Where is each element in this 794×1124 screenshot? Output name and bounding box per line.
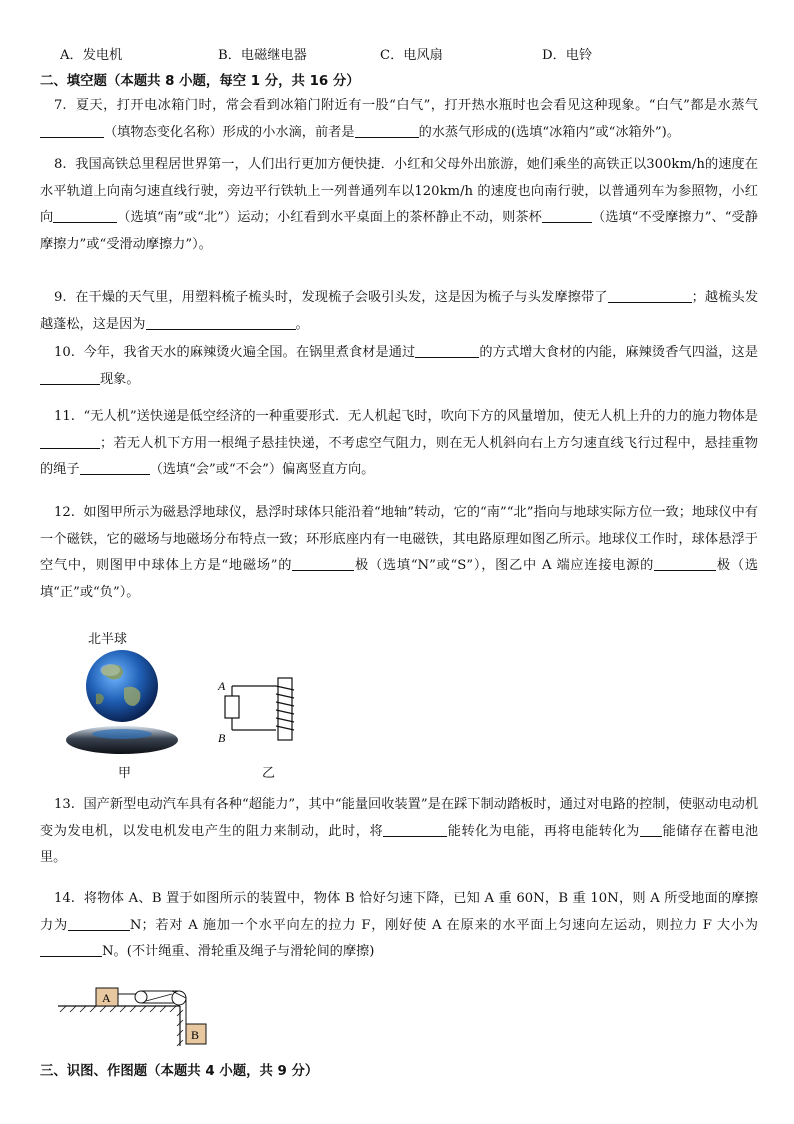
movable-pulley xyxy=(135,991,147,1003)
fixed-pulley xyxy=(172,991,186,1005)
caption-yi: 乙 xyxy=(262,766,276,781)
rope xyxy=(146,994,172,1001)
question-12: 12. 如图甲所示为磁悬浮地球仪，悬浮时球体只能沿着“地轴”转动，它的“南”“北”指向与地球实际方位一致；地球仪中有一个磁铁，它的磁场与地磁场分布特点一致；环形底座内有一电磁铁，其电路原理如图乙所示。地球仪工作时，球体悬浮于空气中，则图甲中球体上方是“地磁场”的 极（选填“N”或“S”），图乙中 A 端应连接电源的 极（选填“正”或“负”）。 xyxy=(40,505,759,600)
option-b: B．电磁继电器 xyxy=(218,48,307,63)
question-13: 13. 国产新型电动汽车具有各种“超能力”，其中“能量回收装置”是在踩下制动踏板时，通过对电路的控制，使驱动电动机变为发电机，以发电机发电产生的阻力来制动，此时，将 能转化为电能，再将电能转化为 能储存在蓄电池里。 xyxy=(40,797,759,865)
power-source xyxy=(225,696,239,718)
pulley-figure xyxy=(56,982,226,1052)
question-14: 14. 将物体 A、B 置于如图所示的装置中，物体 B 恰好匀速下降，已知 A 重 60N，B 重 10N，则 A 所受地面的摩擦力为 N；若对 A 施加一个水平向左的拉力 F，刚好使 A 在原来的水平面上匀速向左运动，则拉力 F 大小为N。(不计绳重、滑轮重及绳子与滑轮间的摩擦) xyxy=(40,891,759,959)
globe-base-light xyxy=(92,729,152,739)
block-a-label: A xyxy=(102,991,111,1005)
answer-blank[interactable] xyxy=(292,556,354,571)
caption-jia: 甲 xyxy=(118,766,132,781)
question-8: 8. 我国高铁总里程居世界第一，人们出行更加方便快捷．小红和父母外出旅游，她们乘坐的高铁正以300km/h的速度在水平轨道上向南匀速直线行驶，旁边平行铁轨上一列普通列车以120km/h 的速度也向南行驶，以普通列车为参照物，小红向 （选填“南”或“北”）运动；小红看到水平桌面上的茶杯静止不动，则茶杯 （选填“不受摩擦力”、“受静摩擦力”或“受滑动摩擦力”）。 xyxy=(40,157,758,252)
globe-sphere xyxy=(86,650,158,722)
option-c: C．电风扇 xyxy=(380,48,443,63)
answer-blank[interactable] xyxy=(68,916,130,931)
answer-blank[interactable] xyxy=(355,123,419,138)
answer-blank[interactable] xyxy=(40,434,100,449)
question-9: 9. 在干燥的天气里，用塑料梳子梳头时，发现梳子会吸引头发，这是因为梳子与头发摩擦带了 ；越梳头发越蓬松，这是因为 。 xyxy=(40,290,759,332)
north-hemisphere-label: 北半球 xyxy=(88,632,128,647)
answer-blank[interactable] xyxy=(383,822,447,837)
section2-title: 二、填空题（本题共 8 小题，每空 1 分，共 16 分） xyxy=(40,74,360,89)
table-hatching xyxy=(60,1006,176,1012)
answer-blank[interactable] xyxy=(53,208,117,223)
terminal-a-label: A xyxy=(218,679,226,693)
answer-blank[interactable] xyxy=(80,460,150,475)
answer-blank[interactable] xyxy=(146,315,296,330)
maglev-globe-figure xyxy=(62,648,182,758)
option-d: D．电铃 xyxy=(542,48,593,63)
section3-title: 三、识图、作图题（本题共 4 小题，共 9 分） xyxy=(40,1064,319,1079)
answer-blank[interactable] xyxy=(40,370,100,385)
answer-blank[interactable] xyxy=(608,288,692,303)
options-row xyxy=(60,44,780,64)
answer-blank[interactable] xyxy=(654,556,716,571)
answer-blank[interactable] xyxy=(40,942,102,957)
terminal-b-label: B xyxy=(218,731,226,745)
option-a: A．发电机 xyxy=(60,48,123,63)
answer-blank[interactable] xyxy=(542,208,592,223)
block-b-label: B xyxy=(191,1028,200,1042)
electromagnet-circuit-figure xyxy=(212,672,312,752)
question-11: 11. “无人机”送快递是低空经济的一种重要形式．无人机起飞时，吹向下方的风量增加，使无人机上升的力的施力物体是；若无人机下方用一根绳子悬挂快递，不考虑空气阻力，则在无人机斜向右上方匀速直线飞行过程中，悬挂重物的绳子 （选填“会”或“不会”）偏离竖直方向。 xyxy=(40,409,758,477)
answer-blank[interactable] xyxy=(640,822,662,837)
answer-blank[interactable] xyxy=(40,123,104,138)
globe-highlight xyxy=(100,664,120,676)
question-7: 7. 夏天，打开电冰箱门时，常会看到冰箱门附近有一股“白气”，打开热水瓶时也会看见这种现象。“白气”都是水蒸气（填物态变化名称）形成的小水滴，前者是 的水蒸气形成的(选填“冰箱内”或“冰箱外”)。 xyxy=(40,93,758,146)
answer-blank[interactable] xyxy=(415,343,479,358)
question-10: 10. 今年，我省天水的麻辣烫火遍全国。在锅里煮食材是通过 的方式增大食材的内能，麻辣烫香气四溢，这是现象。 xyxy=(40,340,758,393)
